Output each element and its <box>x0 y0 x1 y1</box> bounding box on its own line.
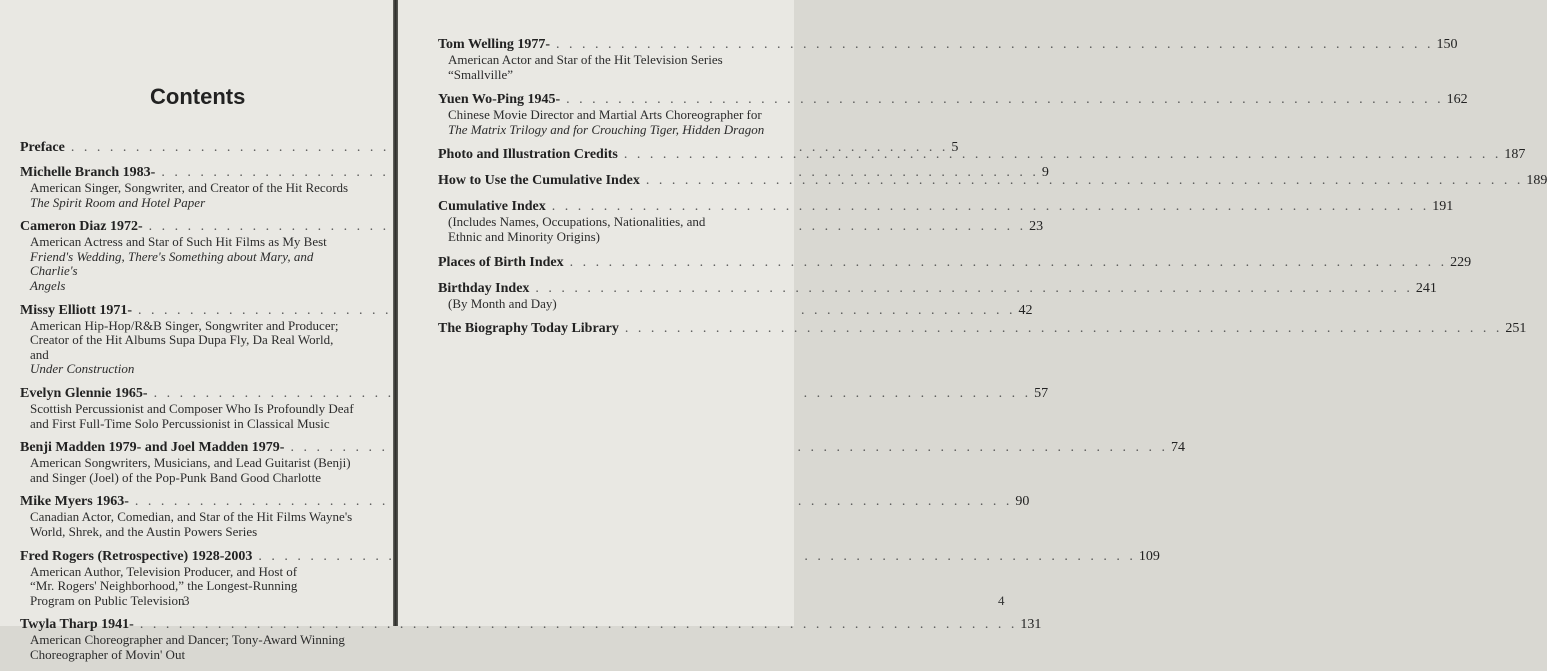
entry-name: Fred Rogers (Retrospective) 1928-2003 <box>20 548 253 564</box>
toc-entry[interactable] <box>20 617 1042 662</box>
entry-page: 191 <box>1432 199 1454 215</box>
page-number: 3 <box>183 593 190 608</box>
entry-name: Mike Myers 1963- <box>20 494 129 510</box>
toc-entry[interactable] <box>438 173 1547 189</box>
entry-page: 109 <box>1138 548 1160 564</box>
entry-page: 9 <box>1041 165 1049 180</box>
entry-name: The Biography Today Library <box>438 321 619 337</box>
toc-entry[interactable] <box>20 385 1049 431</box>
entry-name: Birthday Index <box>438 280 530 296</box>
toc-entry[interactable] <box>20 494 1030 539</box>
entry-page: 74 <box>1170 440 1185 456</box>
entry-name: Twyla Tharp 1941- <box>20 617 134 633</box>
entry-description: (Includes Names, Occupations, Nationalities, and Ethnic and Minority Origins) <box>448 214 706 244</box>
entry-name: How to Use the Cumulative Index <box>438 173 640 189</box>
page-number: 4 <box>998 593 1005 608</box>
entry-description: Canadian Actor, Comedian, and Star of the Hit Films Wayne's World, Shrek, and the Austin Powers Series <box>30 509 353 539</box>
entry-page: 42 <box>1018 302 1033 318</box>
entry-description: American Actress and Star of Such Hit Films as My Best Friend's Wedding, There's Something about Mary, and Charlie's Angels <box>30 234 327 293</box>
dot-leader <box>535 281 1413 297</box>
entry-description: (By Month and Day) <box>448 295 557 311</box>
entry-page: 23 <box>1029 219 1044 235</box>
page-title: Contents <box>150 84 246 109</box>
entry-description: American Songwriters, Musicians, and Lead Guitarist (Benji) and Singer (Joel) of the Pop-Punk Band Good Charlotte <box>30 455 351 485</box>
entry-name: Michelle Branch 1983- <box>20 165 156 180</box>
entry-page: 5 <box>951 140 959 155</box>
entry-name: Yuen Wo-Ping 1945- <box>438 92 561 108</box>
dot-leader <box>625 321 1503 337</box>
dot-leader <box>552 199 1430 215</box>
entry-description: American Hip-Hop/R&B Singer, Songwriter and Producer; Creator of the Hit Albums Supa Dupa Fly, Da Real World, and Under Construction <box>30 317 339 377</box>
dot-leader <box>570 255 1448 271</box>
entry-name: Missy Elliott 1971- <box>20 302 132 318</box>
entry-page: 241 <box>1415 280 1437 296</box>
toc-entry[interactable] <box>438 92 1468 137</box>
entry-description: American Author, Television Producer, and Host of “Mr. Rogers' Neighborhood,” the Longest-Running Program on Public Television <box>30 563 298 608</box>
toc-entry[interactable] <box>438 147 1526 163</box>
entry-name: Benji Madden 1979- and Joel Madden 1979- <box>20 440 285 456</box>
toc-entry[interactable] <box>438 321 1527 337</box>
entry-description: American Choreographer and Dancer; Tony-Award Winning Choreographer of Movin' Out <box>30 632 345 662</box>
entry-description: Chinese Movie Director and Martial Arts Choreographer for The Matrix Trilogy and for Crouching Tiger, Hidden Dragon <box>448 107 765 137</box>
toc-entry[interactable] <box>20 440 1185 485</box>
entry-description: American Singer, Songwriter, and Creator of the Hit Records The Spirit Room and Hotel Paper <box>30 180 349 210</box>
entry-page: 150 <box>1436 37 1458 52</box>
entry-page: 90 <box>1015 494 1030 510</box>
entry-name: Tom Welling 1977- <box>438 37 551 52</box>
entry-name: Photo and Illustration Credits <box>438 147 618 163</box>
entry-name: Cameron Diaz 1972- <box>20 219 143 235</box>
toc-entry[interactable] <box>438 37 1458 82</box>
entry-name: Places of Birth Index <box>438 254 564 270</box>
dot-leader <box>624 147 1502 163</box>
dot-leader <box>646 173 1524 189</box>
entry-page: 131 <box>1020 617 1042 633</box>
toc-entry[interactable] <box>438 254 1472 271</box>
entry-page: 57 <box>1034 385 1049 401</box>
dot-leader <box>556 37 1434 53</box>
entry-page: 251 <box>1505 321 1527 337</box>
entry-name: Cumulative Index <box>438 199 546 215</box>
entry-page: 162 <box>1446 92 1468 108</box>
entry-description: Scottish Percussionist and Composer Who Is Profoundly Deaf and First Full-Time Solo Percussionist in Classical Music <box>30 400 354 431</box>
entry-description: American Actor and Star of the Hit Television Series “Smallville” <box>448 52 723 82</box>
entry-page: 187 <box>1504 147 1526 163</box>
entry-name: Evelyn Glennie 1965- <box>20 385 148 401</box>
entry-page: 229 <box>1450 254 1472 270</box>
dot-leader <box>566 92 1444 108</box>
entry-page: 189 <box>1526 173 1547 189</box>
entry-name: Preface <box>20 140 65 155</box>
